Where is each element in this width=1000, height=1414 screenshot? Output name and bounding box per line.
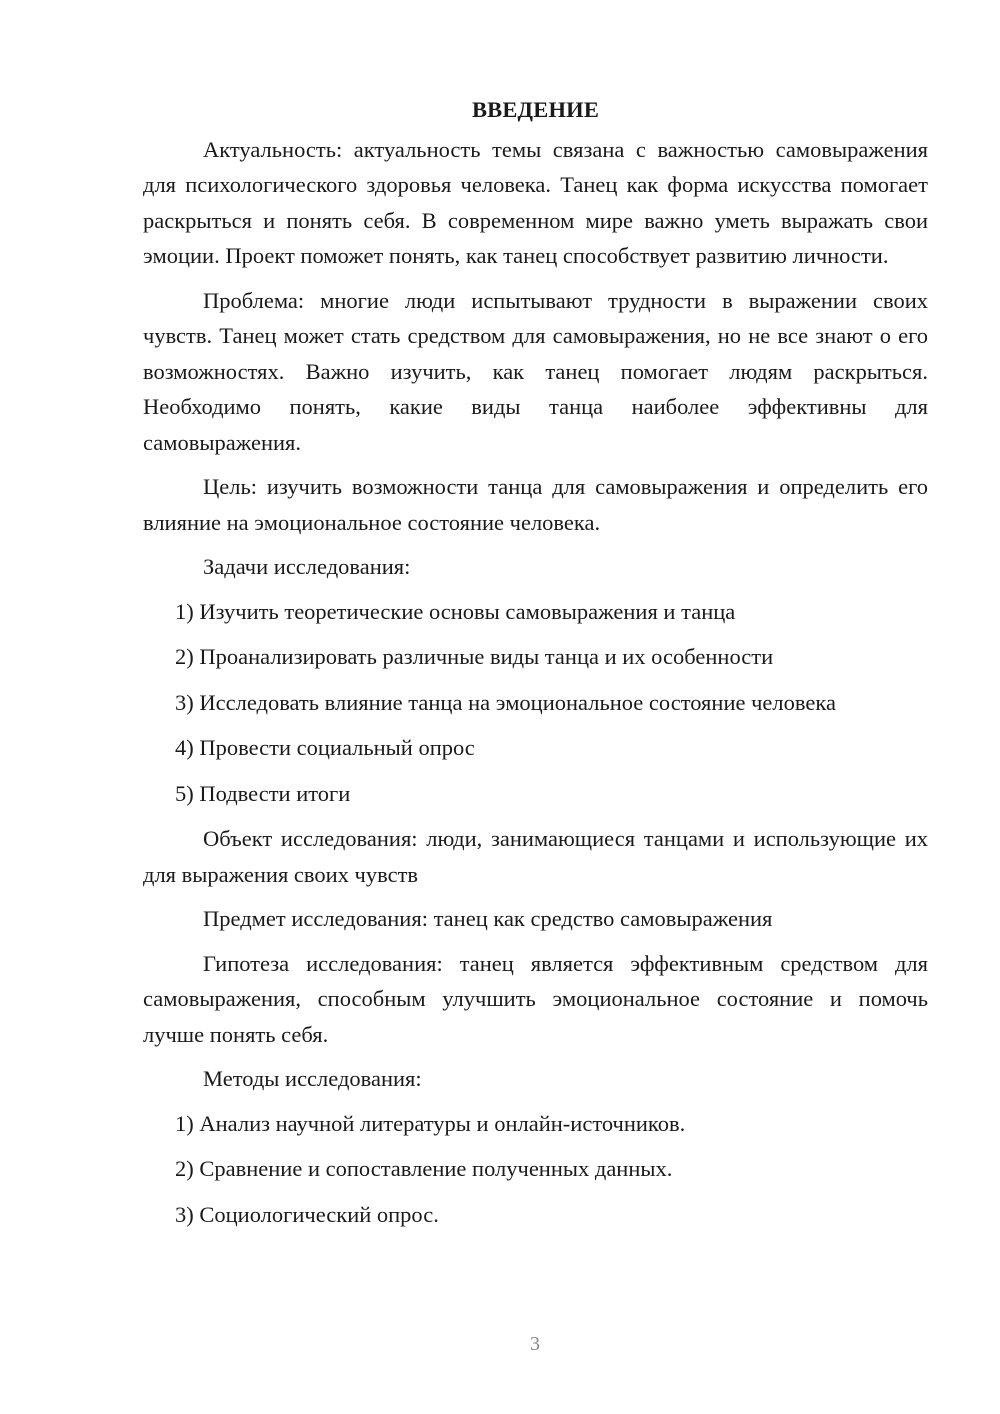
list-item: 4) Провести социальный опрос: [175, 735, 475, 760]
list-item: 3) Социологический опрос.: [175, 1201, 439, 1227]
list-item: 1) Анализ научной литературы и онлайн-источников.: [175, 1110, 686, 1136]
tasks-heading: Задачи исследования:: [203, 554, 411, 579]
actuality-paragraph: Актуальность: актуальность темы связана с важностью самовыражения для психологического здоровья человека. Танец как форма искусства помогает раскрыться и понять себя. В современном мире важно уметь выражать свои эмоции. Проект поможет понять, как танец способствует развитию личности.: [143, 136, 928, 268]
tasks-list: [143, 594, 928, 812]
list-item: 2) Проанализировать различные виды танца и их особенности: [175, 644, 774, 669]
page-content: [143, 92, 928, 1242]
hypothesis-paragraph: Гипотеза исследования: танец является эффективным средством для самовыражения, способным улучшить эмоциональное состояние и помочь лучше понять себя.: [143, 950, 928, 1047]
list-item: 3) Исследовать влияние танца на эмоциональное состояние человека: [175, 689, 836, 715]
object-paragraph: Объект исследования: люди, занимающиеся танцами и использующие их для выражения своих чувств: [143, 826, 928, 887]
list-item: 5) Подвести итоги: [175, 780, 351, 806]
goal-paragraph: Цель: изучить возможности танца для самовыражения и определить его влияние на эмоциональное состояние человека.: [143, 474, 928, 535]
methods-list: [143, 1106, 928, 1233]
list-item: 2) Сравнение и сопоставление полученных данных.: [175, 1156, 673, 1181]
section-title: ВВЕДЕНИЕ: [471, 97, 600, 122]
page-number: 3: [530, 1333, 540, 1355]
subject-paragraph: Предмет исследования: танец как средство самовыражения: [203, 906, 773, 931]
list-item: 1) Изучить теоретические основы самовыражения и танца: [175, 598, 736, 624]
methods-heading: Методы исследования:: [203, 1066, 422, 1091]
problem-paragraph: Проблема: многие люди испытывают трудности в выражении своих чувств. Танец может стать средством для самовыражения, но не все знают о его возможностях. Важно изучить, как танец помогает людям раскрыться. Необходимо понять, какие виды танца наиболее эффективны для самовыражения.: [143, 287, 928, 455]
